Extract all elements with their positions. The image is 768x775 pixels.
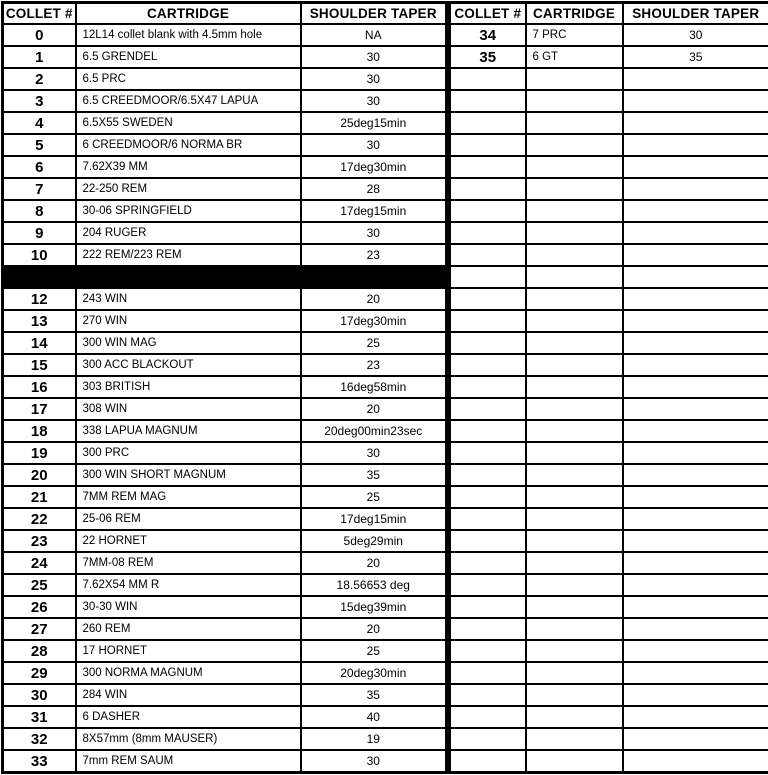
table-row — [450, 90, 768, 112]
collet-number-cell: 19 — [3, 442, 76, 464]
collet-number-cell: 7 — [3, 178, 76, 200]
shoulder-taper-cell — [623, 266, 768, 288]
collet-number-cell: 10 — [3, 244, 76, 266]
table-row — [3, 46, 447, 68]
cartridge-cell: 300 WIN MAG — [76, 332, 301, 354]
collet-number-cell: 8 — [3, 200, 76, 222]
shoulder-taper-cell: 15deg39min — [301, 596, 447, 618]
table-row — [450, 332, 768, 354]
cartridge-cell: 30-30 WIN — [76, 596, 301, 618]
shoulder-taper-cell: 20 — [301, 288, 447, 310]
collet-number-cell: 3 — [3, 90, 76, 112]
cartridge-cell — [526, 530, 623, 552]
table-row — [3, 530, 447, 552]
collet-number-cell: 15 — [3, 354, 76, 376]
shoulder-taper-cell — [623, 530, 768, 552]
table-row — [3, 464, 447, 486]
cartridge-cell — [526, 112, 623, 134]
collet-number-cell — [450, 266, 526, 288]
table-row — [3, 134, 447, 156]
table-row — [450, 442, 768, 464]
shoulder-taper-cell — [623, 640, 768, 662]
shoulder-taper-cell: 16deg58min — [301, 376, 447, 398]
shoulder-taper-cell — [623, 90, 768, 112]
cartridge-cell: 260 REM — [76, 618, 301, 640]
cartridge-cell — [526, 376, 623, 398]
table-row — [450, 684, 768, 706]
table-row — [450, 376, 768, 398]
shoulder-taper-cell: 35 — [301, 464, 447, 486]
shoulder-taper-cell — [623, 310, 768, 332]
table-row — [3, 354, 447, 376]
shoulder-taper-cell: 25 — [301, 486, 447, 508]
collet-number-cell: 4 — [3, 112, 76, 134]
table-row — [3, 288, 447, 310]
cartridge-cell — [76, 266, 301, 288]
shoulder-taper-cell — [623, 442, 768, 464]
header-collet-number: COLLET # — [450, 3, 526, 25]
table-row — [450, 508, 768, 530]
collet-number-cell — [450, 112, 526, 134]
table-row — [3, 178, 447, 200]
collet-number-cell — [450, 178, 526, 200]
collet-number-cell: 18 — [3, 420, 76, 442]
shoulder-taper-cell — [623, 464, 768, 486]
collet-number-cell — [450, 750, 526, 773]
shoulder-taper-cell: 35 — [301, 684, 447, 706]
collet-number-cell: 30 — [3, 684, 76, 706]
cartridge-cell: 6.5 GRENDEL — [76, 46, 301, 68]
cartridge-cell: 30-06 SPRINGFIELD — [76, 200, 301, 222]
shoulder-taper-cell — [623, 222, 768, 244]
cartridge-cell — [526, 618, 623, 640]
table-row — [3, 574, 447, 596]
cartridge-cell — [526, 640, 623, 662]
shoulder-taper-cell: 25deg15min — [301, 112, 447, 134]
table-row — [450, 24, 768, 46]
shoulder-taper-cell — [623, 420, 768, 442]
shoulder-taper-cell: 25 — [301, 332, 447, 354]
shoulder-taper-cell: 30 — [623, 24, 768, 46]
collet-number-cell — [450, 134, 526, 156]
collet-number-cell — [450, 706, 526, 728]
cartridge-cell: 243 WIN — [76, 288, 301, 310]
header-shoulder-taper: SHOULDER TAPER — [623, 3, 768, 25]
redacted-row — [3, 266, 447, 288]
table-row — [450, 728, 768, 750]
table-row — [450, 574, 768, 596]
collet-number-cell — [450, 574, 526, 596]
shoulder-taper-cell: 17deg15min — [301, 200, 447, 222]
table-row — [3, 244, 447, 266]
cartridge-cell — [526, 90, 623, 112]
header-row — [450, 3, 768, 25]
collet-number-cell: 33 — [3, 750, 76, 773]
shoulder-taper-cell: 5deg29min — [301, 530, 447, 552]
cartridge-cell — [526, 750, 623, 773]
shoulder-taper-cell — [623, 508, 768, 530]
cartridge-cell: 300 PRC — [76, 442, 301, 464]
collet-number-cell — [450, 68, 526, 90]
header-row — [3, 3, 447, 25]
collet-number-cell: 14 — [3, 332, 76, 354]
cartridge-cell: 7.62X39 MM — [76, 156, 301, 178]
collet-number-cell — [450, 376, 526, 398]
cartridge-cell — [526, 244, 623, 266]
shoulder-taper-cell: 20deg00min23sec — [301, 420, 447, 442]
table-row — [450, 706, 768, 728]
collet-number-cell: 32 — [3, 728, 76, 750]
collet-number-cell — [450, 684, 526, 706]
shoulder-taper-cell — [623, 728, 768, 750]
cartridge-cell — [526, 134, 623, 156]
collet-number-cell: 0 — [3, 24, 76, 46]
shoulder-taper-cell — [623, 332, 768, 354]
collet-number-cell: 1 — [3, 46, 76, 68]
collet-number-cell: 20 — [3, 464, 76, 486]
table-row — [450, 244, 768, 266]
collet-number-cell — [450, 618, 526, 640]
shoulder-taper-cell — [623, 68, 768, 90]
cartridge-cell — [526, 398, 623, 420]
shoulder-taper-cell: 28 — [301, 178, 447, 200]
table-row — [3, 156, 447, 178]
collet-number-cell — [450, 420, 526, 442]
cartridge-cell: 284 WIN — [76, 684, 301, 706]
collet-number-cell — [450, 354, 526, 376]
cartridge-cell: 204 RUGER — [76, 222, 301, 244]
cartridge-cell: 222 REM/223 REM — [76, 244, 301, 266]
shoulder-taper-cell: 30 — [301, 90, 447, 112]
collet-number-cell — [450, 310, 526, 332]
collet-number-cell — [450, 552, 526, 574]
table-row — [450, 310, 768, 332]
shoulder-taper-cell: 30 — [301, 750, 447, 773]
table-row — [3, 662, 447, 684]
shoulder-taper-cell — [623, 200, 768, 222]
shoulder-taper-cell: 23 — [301, 354, 447, 376]
table-row — [3, 728, 447, 750]
cartridge-cell: 308 WIN — [76, 398, 301, 420]
collet-number-cell: 2 — [3, 68, 76, 90]
collet-number-cell: 6 — [3, 156, 76, 178]
shoulder-taper-cell: NA — [301, 24, 447, 46]
collet-number-cell: 17 — [3, 398, 76, 420]
shoulder-taper-cell — [623, 574, 768, 596]
shoulder-taper-cell — [623, 662, 768, 684]
collet-number-cell — [450, 200, 526, 222]
table-row — [450, 398, 768, 420]
shoulder-taper-cell: 18.56653 deg — [301, 574, 447, 596]
shoulder-taper-cell — [623, 750, 768, 773]
table-row — [3, 640, 447, 662]
header-cartridge: CARTRIDGE — [526, 3, 623, 25]
cartridge-cell — [526, 288, 623, 310]
cartridge-cell — [526, 508, 623, 530]
cartridge-cell: 6 DASHER — [76, 706, 301, 728]
cartridge-cell: 25-06 REM — [76, 508, 301, 530]
cartridge-cell — [526, 574, 623, 596]
table-row — [3, 684, 447, 706]
cartridge-cell — [526, 728, 623, 750]
collet-table-left — [1, 1, 448, 774]
collet-number-cell: 35 — [450, 46, 526, 68]
table-row — [3, 222, 447, 244]
collet-number-cell — [450, 662, 526, 684]
shoulder-taper-cell — [623, 684, 768, 706]
cartridge-cell: 6.5 CREEDMOOR/6.5X47 LAPUA — [76, 90, 301, 112]
cartridge-cell — [526, 420, 623, 442]
cartridge-cell: 8X57mm (8mm MAUSER) — [76, 728, 301, 750]
table-row — [3, 200, 447, 222]
collet-number-cell — [450, 442, 526, 464]
table-row — [450, 354, 768, 376]
shoulder-taper-cell: 25 — [301, 640, 447, 662]
collet-number-cell: 24 — [3, 552, 76, 574]
table-row — [3, 112, 447, 134]
header-cartridge: CARTRIDGE — [76, 3, 301, 25]
table-row — [3, 706, 447, 728]
table-row — [450, 530, 768, 552]
cartridge-cell: 6.5 PRC — [76, 68, 301, 90]
header-collet-number: COLLET # — [3, 3, 76, 25]
shoulder-taper-cell — [623, 706, 768, 728]
collet-number-cell — [450, 90, 526, 112]
cartridge-cell: 270 WIN — [76, 310, 301, 332]
cartridge-cell: 7.62X54 MM R — [76, 574, 301, 596]
cartridge-cell: 6.5X55 SWEDEN — [76, 112, 301, 134]
table-row — [3, 618, 447, 640]
table-row — [450, 640, 768, 662]
shoulder-taper-cell: 30 — [301, 68, 447, 90]
table-row — [3, 508, 447, 530]
cartridge-cell: 300 ACC BLACKOUT — [76, 354, 301, 376]
shoulder-taper-cell — [623, 244, 768, 266]
cartridge-cell — [526, 156, 623, 178]
table-row — [3, 596, 447, 618]
cartridge-cell: 303 BRITISH — [76, 376, 301, 398]
shoulder-taper-cell: 30 — [301, 46, 447, 68]
cartridge-cell: 7MM-08 REM — [76, 552, 301, 574]
collet-number-cell: 34 — [450, 24, 526, 46]
table-row — [450, 200, 768, 222]
cartridge-cell: 6 CREEDMOOR/6 NORMA BR — [76, 134, 301, 156]
shoulder-taper-cell: 17deg30min — [301, 156, 447, 178]
cartridge-cell: 7 PRC — [526, 24, 623, 46]
collet-number-cell: 25 — [3, 574, 76, 596]
shoulder-taper-cell: 20deg30min — [301, 662, 447, 684]
cartridge-cell: 22-250 REM — [76, 178, 301, 200]
table-row — [3, 68, 447, 90]
shoulder-taper-cell — [623, 288, 768, 310]
cartridge-cell — [526, 552, 623, 574]
cartridge-cell: 300 NORMA MAGNUM — [76, 662, 301, 684]
shoulder-taper-cell: 19 — [301, 728, 447, 750]
table-row — [450, 750, 768, 773]
collet-number-cell: 28 — [3, 640, 76, 662]
collet-number-cell — [450, 398, 526, 420]
shoulder-taper-cell — [623, 398, 768, 420]
table-row — [450, 464, 768, 486]
table-row — [450, 552, 768, 574]
table-row — [450, 662, 768, 684]
cartridge-cell: 22 HORNET — [76, 530, 301, 552]
table-row — [450, 618, 768, 640]
cartridge-cell — [526, 464, 623, 486]
shoulder-taper-cell: 23 — [301, 244, 447, 266]
collet-number-cell — [450, 244, 526, 266]
shoulder-taper-cell — [623, 376, 768, 398]
collet-number-cell: 12 — [3, 288, 76, 310]
cartridge-cell — [526, 596, 623, 618]
cartridge-cell — [526, 486, 623, 508]
table-row — [3, 24, 447, 46]
collet-number-cell: 26 — [3, 596, 76, 618]
collet-number-cell — [450, 640, 526, 662]
shoulder-taper-cell: 20 — [301, 552, 447, 574]
cartridge-cell — [526, 266, 623, 288]
table-row — [450, 178, 768, 200]
shoulder-taper-cell — [623, 486, 768, 508]
collet-number-cell: 23 — [3, 530, 76, 552]
table-row — [450, 420, 768, 442]
table-row — [3, 486, 447, 508]
collet-number-cell — [450, 156, 526, 178]
cartridge-cell: 12L14 collet blank with 4.5mm hole — [76, 24, 301, 46]
cartridge-cell — [526, 354, 623, 376]
table-row — [450, 266, 768, 288]
table-row — [450, 134, 768, 156]
table-row — [3, 332, 447, 354]
collet-number-cell — [450, 530, 526, 552]
cartridge-cell: 300 WIN SHORT MAGNUM — [76, 464, 301, 486]
shoulder-taper-cell: 35 — [623, 46, 768, 68]
cartridge-cell — [526, 706, 623, 728]
collet-number-cell: 16 — [3, 376, 76, 398]
table-row — [450, 596, 768, 618]
collet-number-cell: 29 — [3, 662, 76, 684]
table-row — [3, 398, 447, 420]
shoulder-taper-cell: 40 — [301, 706, 447, 728]
table-row — [3, 552, 447, 574]
table-row — [3, 750, 447, 773]
table-row — [450, 112, 768, 134]
collet-number-cell: 31 — [3, 706, 76, 728]
cartridge-cell — [526, 200, 623, 222]
table-row — [3, 420, 447, 442]
collet-number-cell — [450, 596, 526, 618]
shoulder-taper-cell — [301, 266, 447, 288]
cartridge-cell — [526, 68, 623, 90]
collet-number-cell: 13 — [3, 310, 76, 332]
table-row — [450, 46, 768, 68]
collet-number-cell: 21 — [3, 486, 76, 508]
shoulder-taper-cell: 30 — [301, 134, 447, 156]
cartridge-cell: 7MM REM MAG — [76, 486, 301, 508]
cartridge-cell: 338 LAPUA MAGNUM — [76, 420, 301, 442]
shoulder-taper-cell: 20 — [301, 398, 447, 420]
shoulder-taper-cell — [623, 134, 768, 156]
table-row — [450, 156, 768, 178]
shoulder-taper-cell — [623, 596, 768, 618]
shoulder-taper-cell — [623, 618, 768, 640]
collet-number-cell — [450, 508, 526, 530]
collet-number-cell — [450, 222, 526, 244]
table-row — [3, 442, 447, 464]
table-row — [450, 486, 768, 508]
shoulder-taper-cell: 17deg15min — [301, 508, 447, 530]
cartridge-cell: 7mm REM SAUM — [76, 750, 301, 773]
shoulder-taper-cell — [623, 552, 768, 574]
table-row — [3, 376, 447, 398]
collet-number-cell — [450, 332, 526, 354]
table-row — [3, 90, 447, 112]
table-row — [450, 222, 768, 244]
collet-number-cell — [3, 266, 76, 288]
collet-table-right — [448, 1, 768, 774]
table-row — [450, 68, 768, 90]
collet-number-cell: 22 — [3, 508, 76, 530]
table-row — [3, 310, 447, 332]
shoulder-taper-cell: 17deg30min — [301, 310, 447, 332]
collet-number-cell: 5 — [3, 134, 76, 156]
collet-number-cell — [450, 288, 526, 310]
cartridge-cell — [526, 662, 623, 684]
cartridge-cell — [526, 332, 623, 354]
cartridge-cell — [526, 310, 623, 332]
header-shoulder-taper: SHOULDER TAPER — [301, 3, 447, 25]
shoulder-taper-cell — [623, 156, 768, 178]
shoulder-taper-cell — [623, 178, 768, 200]
cartridge-cell: 6 GT — [526, 46, 623, 68]
cartridge-cell — [526, 684, 623, 706]
cartridge-cell: 17 HORNET — [76, 640, 301, 662]
collet-number-cell — [450, 464, 526, 486]
collet-number-cell — [450, 728, 526, 750]
shoulder-taper-cell: 30 — [301, 442, 447, 464]
shoulder-taper-cell — [623, 112, 768, 134]
cartridge-cell — [526, 222, 623, 244]
shoulder-taper-cell: 20 — [301, 618, 447, 640]
cartridge-cell — [526, 442, 623, 464]
collet-number-cell: 9 — [3, 222, 76, 244]
table-row — [450, 288, 768, 310]
collet-number-cell: 27 — [3, 618, 76, 640]
shoulder-taper-cell: 30 — [301, 222, 447, 244]
collet-number-cell — [450, 486, 526, 508]
cartridge-cell — [526, 178, 623, 200]
shoulder-taper-cell — [623, 354, 768, 376]
